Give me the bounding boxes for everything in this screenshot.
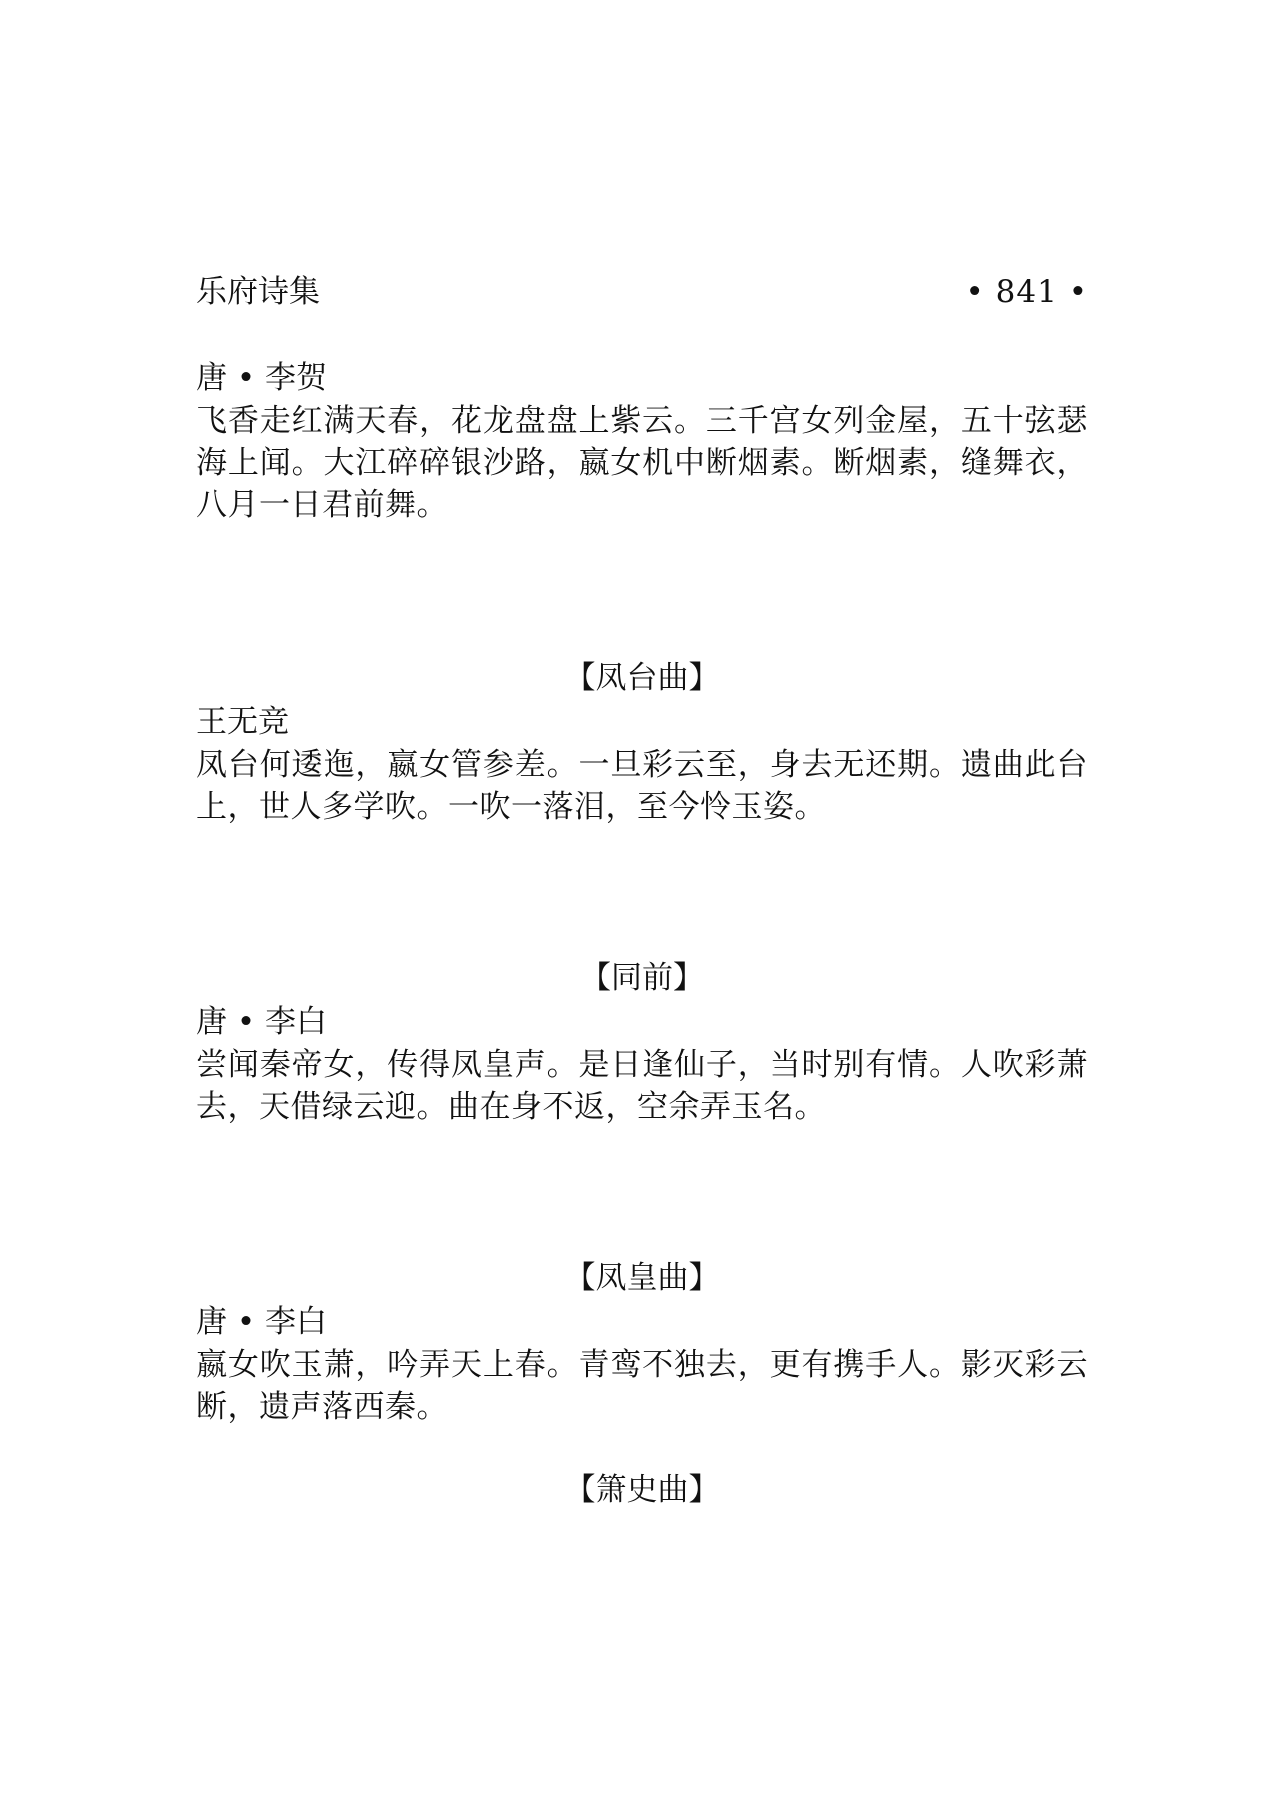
poem-title: 【箫史曲】 bbox=[564, 1472, 720, 1508]
poem-section-fenghuang bbox=[196, 1256, 1088, 1428]
poem-author: 唐 • 李白 bbox=[196, 1004, 327, 1040]
poem-section-tongqian bbox=[196, 956, 1088, 1128]
document-page bbox=[196, 0, 1088, 1795]
poem-section-fengtai bbox=[196, 656, 1088, 828]
poem-section-continued bbox=[196, 356, 1088, 526]
poem-author: 唐 • 李白 bbox=[196, 1304, 327, 1340]
poem-text: 嬴女吹玉萧，吟弄天上春。青鸾不独去，更有携手人。影灭彩云断，遗声落西秦。 bbox=[196, 1347, 1088, 1425]
poem-section-xiaoshi bbox=[196, 1468, 1088, 1512]
poem-title: 【同前】 bbox=[580, 960, 704, 996]
poem-title: 【凤皇曲】 bbox=[564, 1260, 720, 1296]
poem-author: 唐 • 李贺 bbox=[196, 360, 327, 396]
book-title: 乐府诗集 bbox=[196, 274, 320, 310]
poem-author: 王无竞 bbox=[196, 704, 289, 740]
poem-text: 飞香走红满天春，花龙盘盘上紫云。三千宫女列金屋，五十弦瑟海上闻。大江碎碎银沙路，嬴女机中断烟素。断烟素，缝舞衣，八月一日君前舞。 bbox=[196, 403, 1088, 523]
poem-text: 凤台何逶迤，嬴女管参差。一旦彩云至，身去无还期。遗曲此台上，世人多学吹。一吹一落泪，至今怜玉姿。 bbox=[196, 747, 1088, 825]
poem-title: 【凤台曲】 bbox=[564, 660, 720, 696]
poem-text: 尝闻秦帝女，传得凤皇声。是日逢仙子，当时别有情。人吹彩萧去，天借绿云迎。曲在身不返，空余弄玉名。 bbox=[196, 1047, 1088, 1125]
page-number: • 841 • bbox=[965, 274, 1088, 310]
page-header bbox=[196, 270, 1088, 314]
